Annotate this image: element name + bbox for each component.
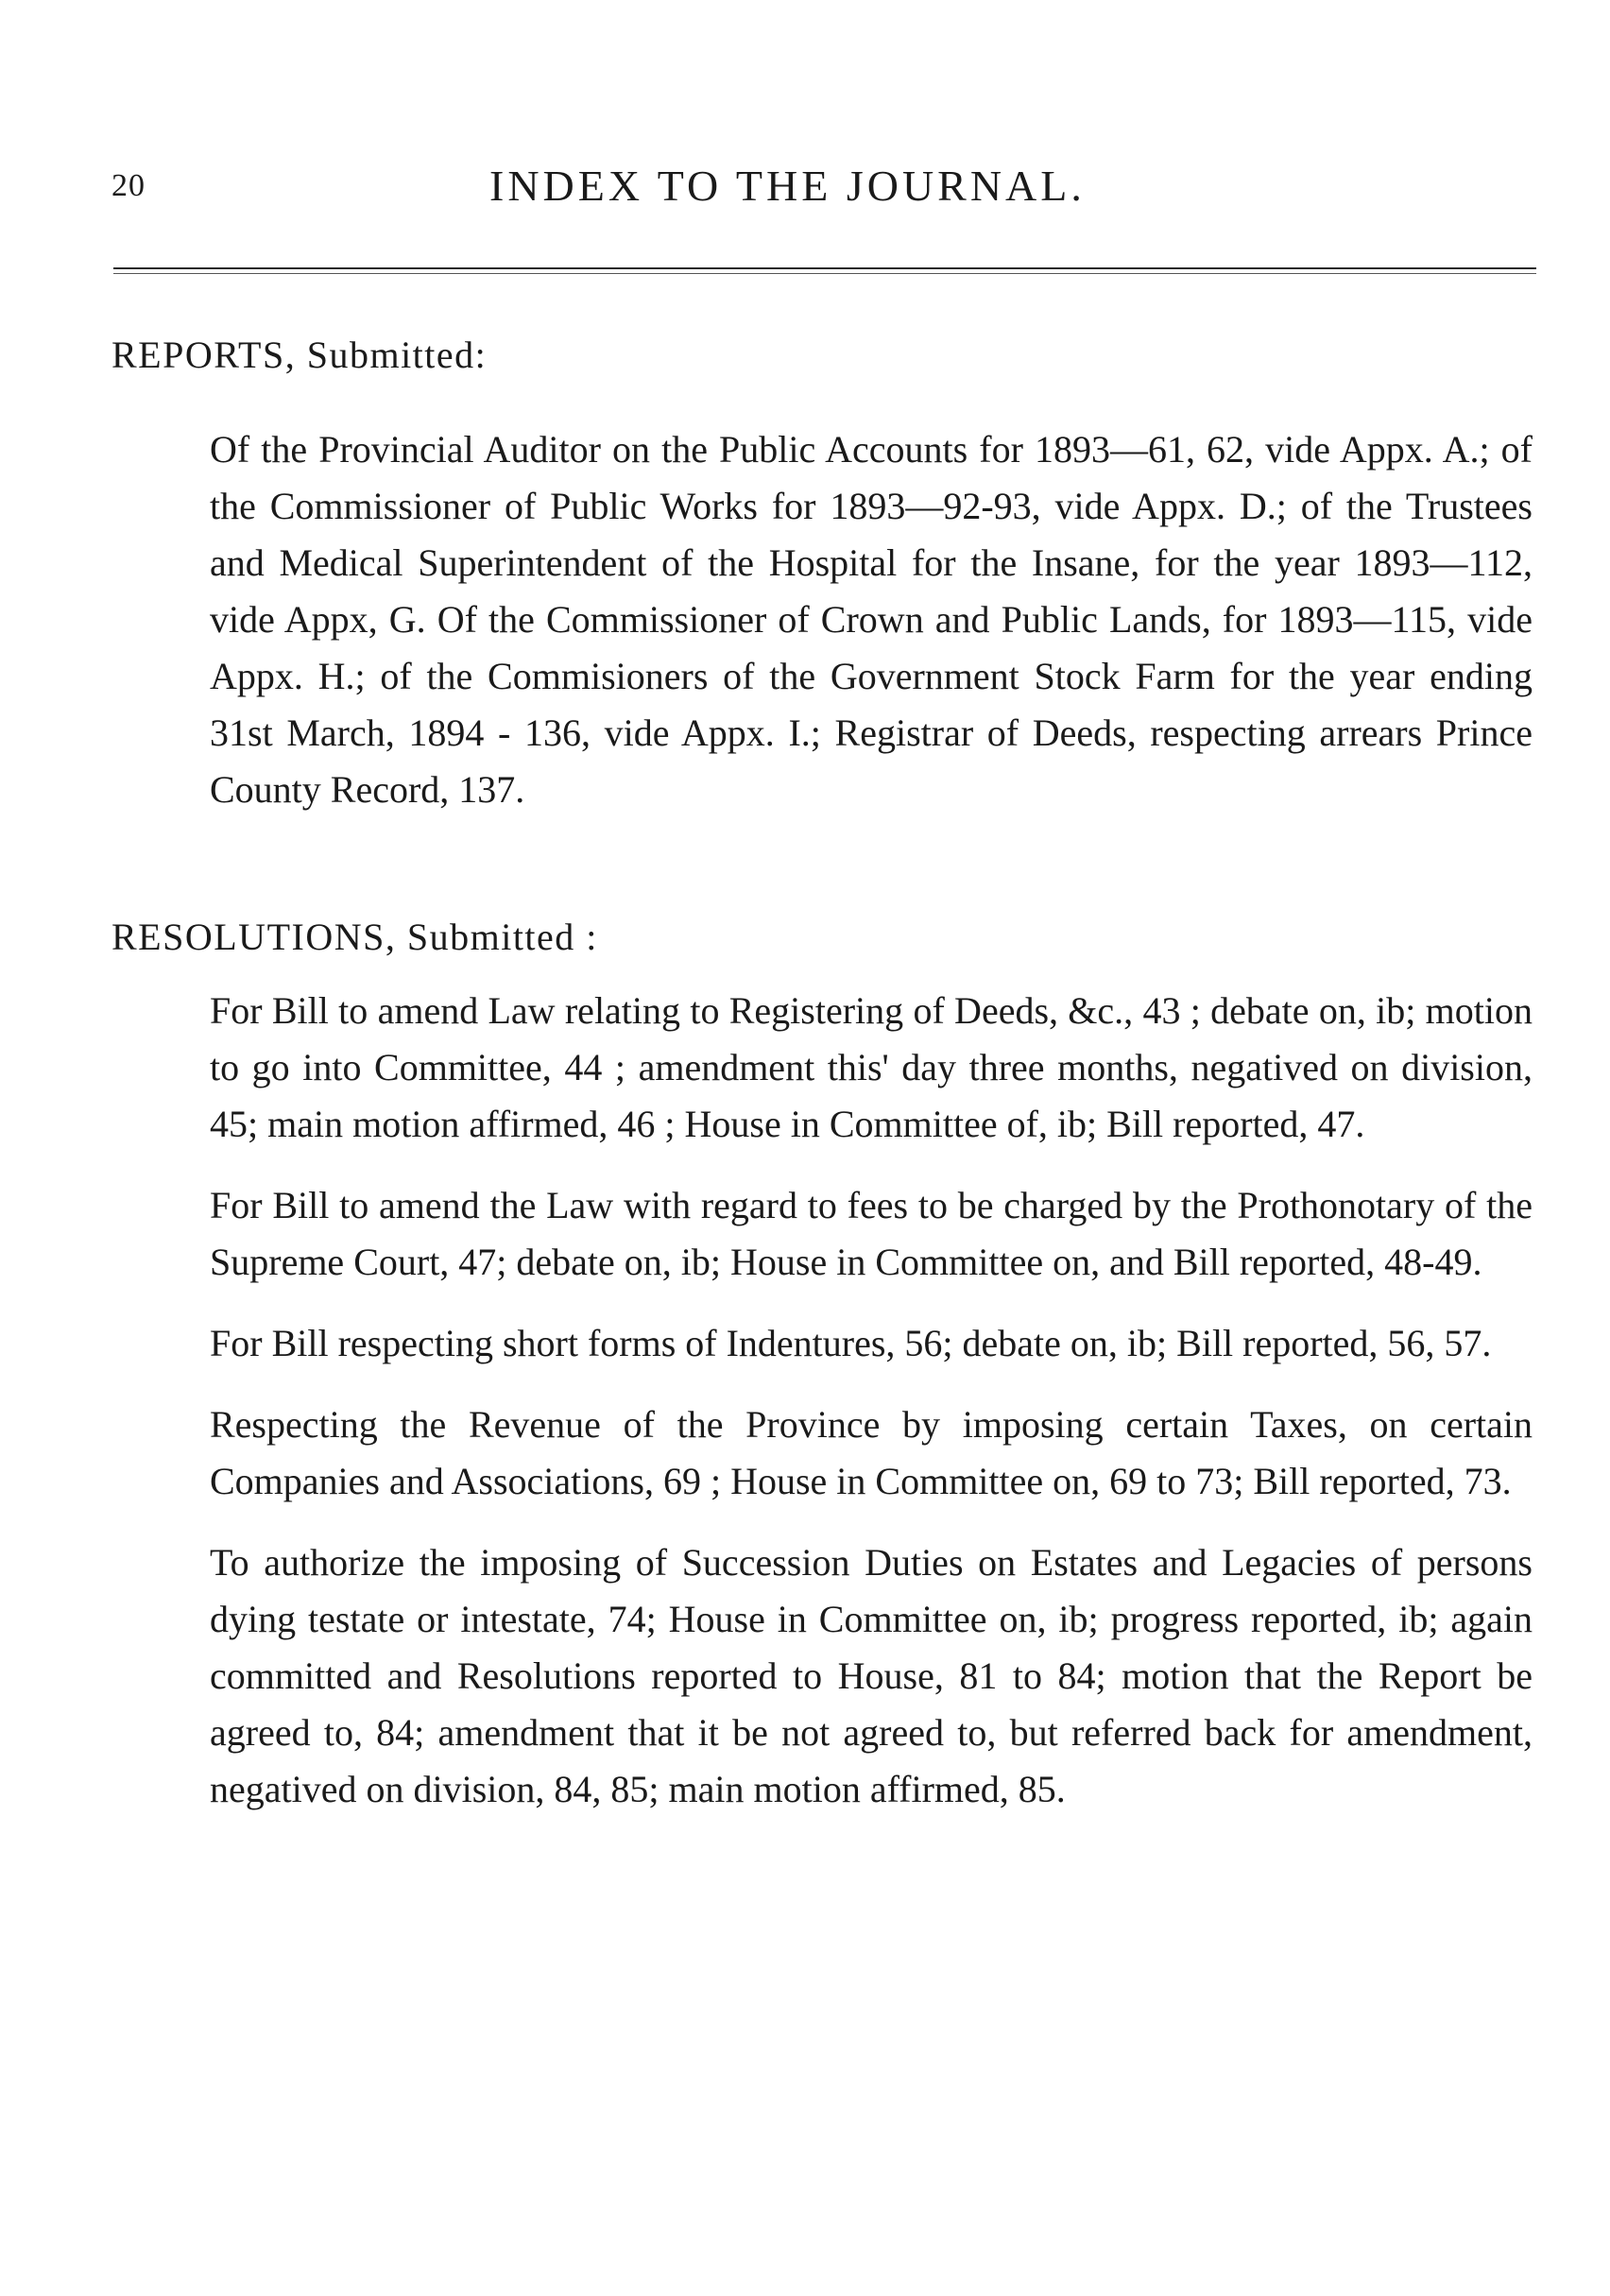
index-entry: For Bill to amend Law relating to Registering of Deeds, &c., 43 ; debate on, ib; motion to go into Committee, 44 ; amendment this' day three months, negatived on division, 45; main motion affirmed, 46 ; House in Committee of, ib; Bill reported, 47.	[210, 989, 1533, 1145]
index-entry: Respecting the Revenue of the Province by imposing certain Taxes, on certain Companies and Associations, 69 ; House in Committee on, 69 to 73; Bill reported, 73.	[210, 1403, 1533, 1502]
index-entry: Of the Provincial Auditor on the Public Accounts for 1893—61, 62, vide Appx. A.; of the Commissioner of Public Works for 1893—92-93, vide Appx. D.; of the Trustees and Medical Superintendent of the Hospital for the Insane, for the year 1893—112, vide Appx, G. Of the Commissioner of Crown and Public Lands, for 1893—115, vide Appx. H.; of the Commisioners of the Government Stock Farm for the year ending 31st March, 1894 - 136, vide Appx. I.; Registrar of Deeds, respecting arrears Prince County Record, 137.	[210, 428, 1533, 811]
index-entry: To authorize the imposing of Succession Duties on Estates and Legacies of persons dying testate or intestate, 74; House in Committee on, ib; progress reported, ib; again committed and Resolutions reported to House, 81 to 84; motion that the Report be agreed to, 84; amendment that it be not agreed to, but referred back for amendment, negatived on division, 84, 85; main motion affirmed, 85.	[210, 1541, 1533, 1810]
section-reports	[111, 333, 1538, 818]
page-header	[111, 161, 1538, 227]
section-resolutions	[111, 915, 1538, 1818]
running-title: INDEX TO THE JOURNAL.	[489, 162, 1086, 210]
index-entry: For Bill respecting short forms of Indentures, 56; debate on, ib; Bill reported, 56, 57.	[210, 1322, 1492, 1364]
index-entry: For Bill to amend the Law with regard to fees to be charged by the Prothonotary of the Supreme Court, 47; debate on, ib; House in Committee on, and Bill reported, 48-49.	[210, 1184, 1533, 1283]
page-number: 20	[111, 168, 146, 203]
header-rule	[113, 267, 1536, 269]
header-rule-secondary	[113, 273, 1536, 274]
section-heading-resolutions: RESOLUTIONS, Submitted :	[111, 916, 598, 958]
section-heading-reports: REPORTS, Submitted:	[111, 334, 488, 376]
